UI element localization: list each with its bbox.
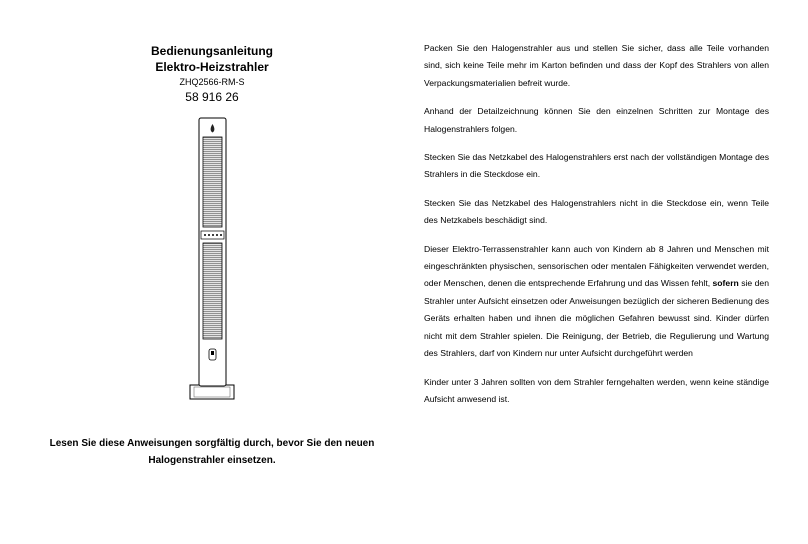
children-safety-emphasis: sofern bbox=[712, 278, 739, 289]
article-number: 58 916 26 bbox=[185, 90, 239, 104]
children-safety-text-a: Dieser Elektro-Terrassenstrahler kann auch von Kindern ab 8 Jahren und Menschen mit eingeschränkten physischen, sensorischen oder mentalen Fähigkeiten verwendet werden, oder Menschen, denen die entsprechende Erfahrung und das Wissen fehlt, bbox=[424, 243, 769, 289]
instruction-column bbox=[424, 40, 769, 419]
paragraph-under-three: Kinder unter 3 Jahren sollten von dem Strahler ferngehalten werden, wenn keine ständige Aufsicht anwesend ist. bbox=[424, 376, 769, 404]
model-number: ZHQ2566-RM-S bbox=[179, 77, 245, 87]
paragraph-damaged-cable: Stecken Sie das Netzkabel des Halogenstrahlers nicht in die Steckdose ein, wenn Teile des Netzkabels beschädigt sind. bbox=[424, 197, 769, 226]
paragraph-unpacking: Packen Sie den Halogenstrahler aus und stellen Sie sicher, dass alle Teile vorhanden sind, sich keine Teile mehr im Karton befinden und dass der Kopf des Strahlers von allen Verpackungsmaterialien befreit wurde. bbox=[424, 43, 769, 88]
tower-heater-illustration bbox=[188, 115, 236, 403]
reading-notice: Lesen Sie diese Anweisungen sorgfältig durch, bevor Sie den neuen Halogenstrahler einsetzen. bbox=[49, 438, 375, 466]
children-safety-text-b: sie den Strahler unter Aufsicht einsetzen oder Anweisungen bezüglich der sicheren Bedienung des Geräts erhalten haben und ihnen die möglichen Gefahren bewusst sind. Kinder dürfen nicht mit dem Strahler spielen. Die Reinigung, der Betrieb, die Regulierung und Wartung des Strahlers, darf von Kindern nur unter Aufsicht durchgeführt werden bbox=[424, 278, 769, 359]
paragraph-assembly: Anhand der Detailzeichnung können Sie den einzelnen Schritten zur Montage des Halogenstrahlers folgen. bbox=[424, 106, 769, 134]
manual-title: Bedienungsanleitung bbox=[150, 44, 273, 58]
product-title: Elektro-Heizstrahler bbox=[155, 60, 269, 74]
paragraph-plug-after-assembly: Stecken Sie das Netzkabel des Halogenstrahlers erst nach der vollständigen Montage des Strahlers in die Steckdose ein. bbox=[424, 152, 769, 180]
paragraph-children-safety bbox=[424, 241, 769, 363]
